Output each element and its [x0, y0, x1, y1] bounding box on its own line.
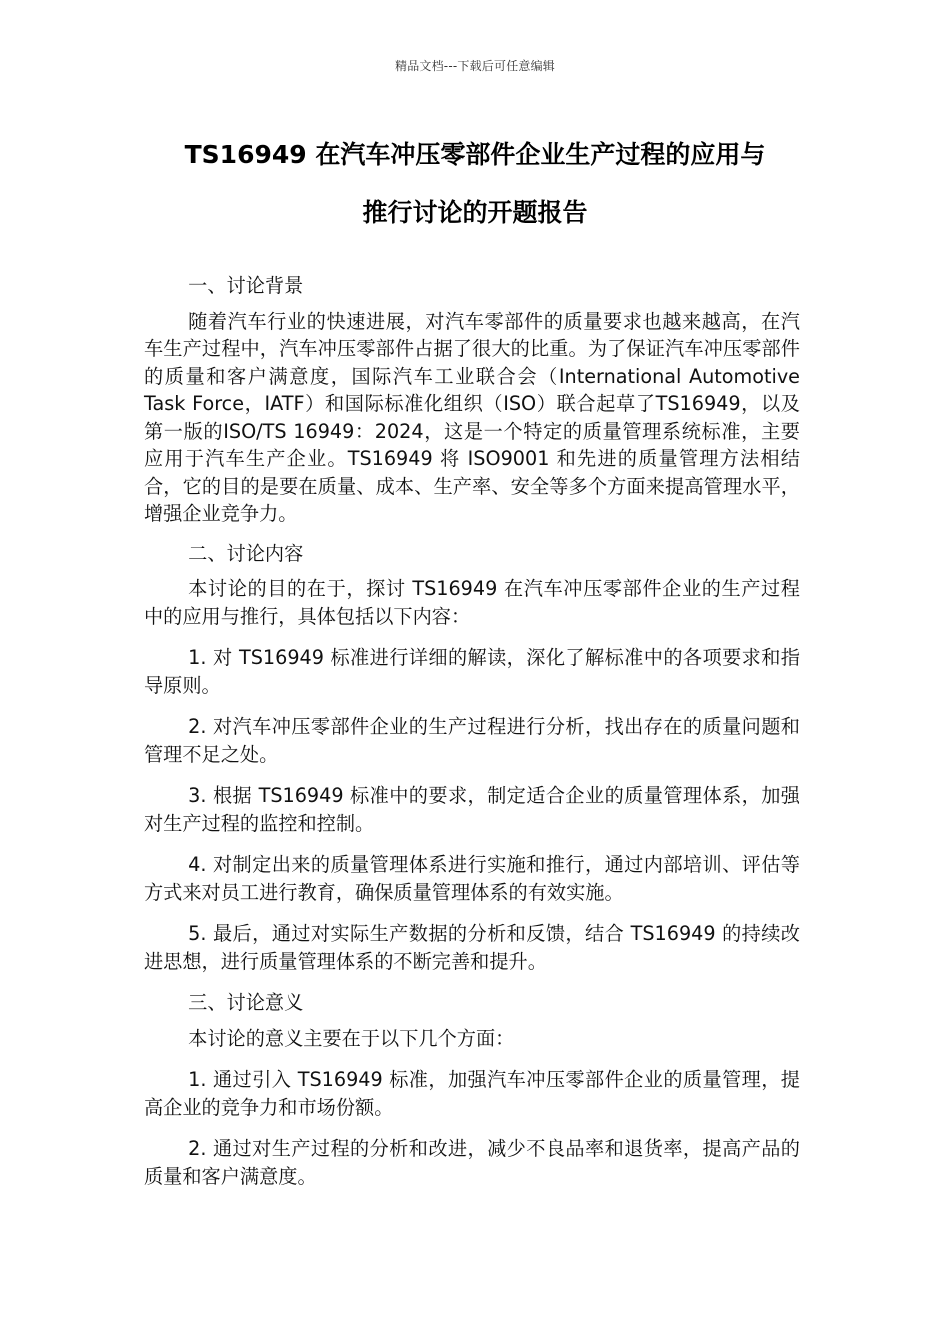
section-heading-significance: 三、讨论意义: [188, 991, 304, 1014]
document-title-line-2: 推行讨论的开题报告: [362, 198, 588, 227]
header-note: 精品文档---下载后可任意编辑: [395, 59, 555, 73]
document-body: [144, 272, 800, 1204]
document-title-line-1: TS16949 在汽车冲压零部件企业生产过程的应用与: [184, 140, 766, 169]
significance-list-item: 1. 通过引入 TS16949 标准，加强汽车冲压零部件企业的质量管理，提高企业的竞争力和市场份额。: [144, 1068, 800, 1119]
content-list-item: 5. 最后，通过对实际生产数据的分析和反馈，结合 TS16949 的持续改进思想，进行质量管理体系的不断完善和提升。: [144, 922, 800, 973]
content-list-item: 3. 根据 TS16949 标准中的要求，制定适合企业的质量管理体系，加强对生产过程的监控和控制。: [144, 784, 800, 835]
content-intro-paragraph: 本讨论的目的在于，探讨 TS16949 在汽车冲压零部件企业的生产过程中的应用与推行，具体包括以下内容：: [144, 577, 800, 628]
content-list-item: 4. 对制定出来的质量管理体系进行实施和推行，通过内部培训、评估等方式来对员工进行教育，确保质量管理体系的有效实施。: [144, 853, 800, 904]
significance-list-item: 2. 通过对生产过程的分析和改进，减少不良品率和退货率，提高产品的质量和客户满意度。: [144, 1137, 800, 1188]
significance-intro-paragraph: 本讨论的意义主要在于以下几个方面：: [188, 1026, 515, 1050]
section-heading-background: 一、讨论背景: [188, 274, 304, 297]
content-list-item: 2. 对汽车冲压零部件企业的生产过程进行分析，找出存在的质量问题和管理不足之处。: [144, 715, 800, 766]
background-paragraph: 随着汽车行业的快速进展，对汽车零部件的质量要求也越来越高，在汽车生产过程中，汽车冲压零部件占据了很大的比重。为了保证汽车冲压零部件的质量和客户满意度，国际汽车工业联合会（International Automotive Task Force，IATF）和国际标准化组织（ISO）联合起草了TS16949，以及第一版的ISO/TS 16949：2024，这是一个特定的质量管理系统标准，主要应用于汽车生产企业。TS16949 将 ISO9001 和先进的质量管理方法相结合，它的目的是要在质量、成本、生产率、安全等多个方面来提高管理水平，增强企业竞争力。: [144, 309, 800, 525]
section-heading-content: 二、讨论内容: [188, 541, 304, 565]
content-list-item: 1. 对 TS16949 标准进行详细的解读，深化了解标准中的各项要求和指导原则。: [144, 646, 800, 697]
